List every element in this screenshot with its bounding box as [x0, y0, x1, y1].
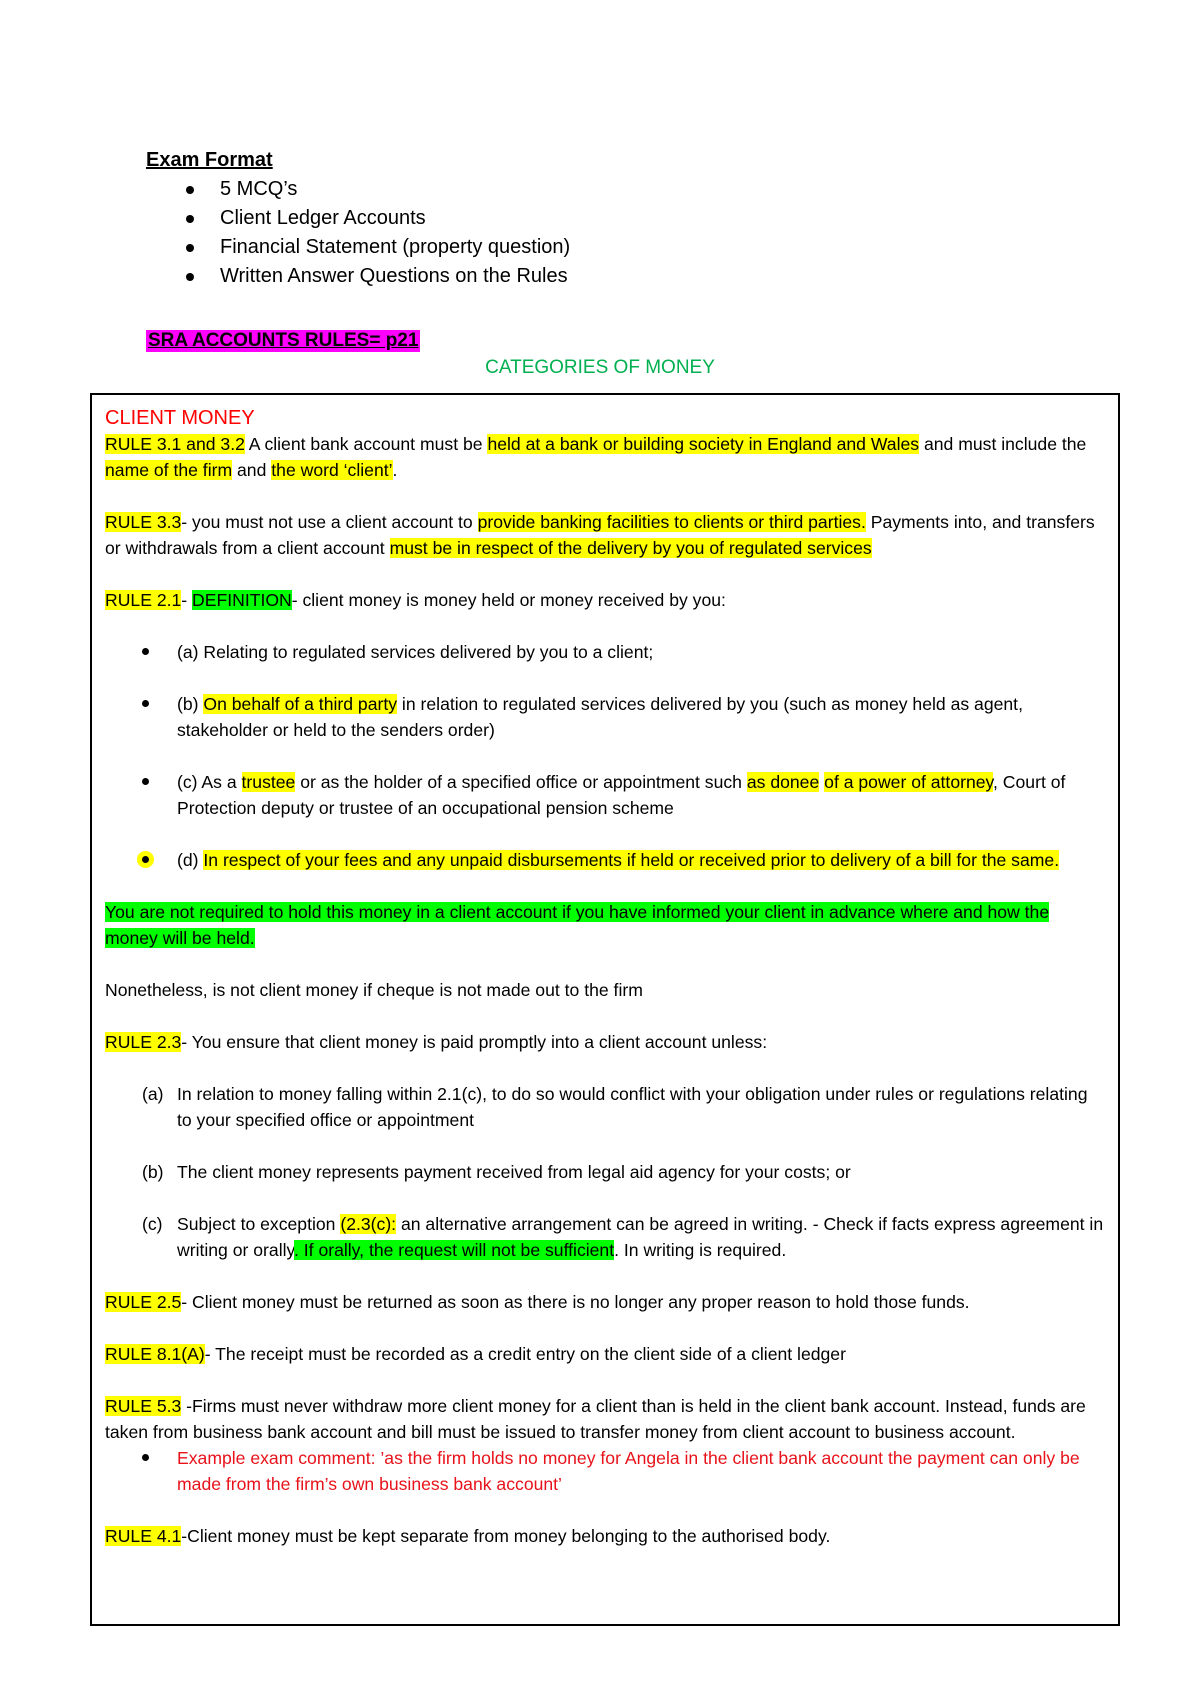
- text: an alternative arrangement can be agreed in writing. - Check if facts express agreement in writing or orally: [177, 1214, 1104, 1260]
- rule-ref: RULE 5.3: [105, 1396, 182, 1416]
- text: -Firms must never withdraw more client money for a client than is held in the client bank account. Instead, funds are taken from business bank account and bill must be issued to transfer money from client account to business account.: [105, 1396, 1086, 1442]
- rule-2-1-paragraph: [105, 587, 1105, 613]
- rule-ref: RULE 2.1: [105, 590, 182, 610]
- highlight: (2.3(c):: [340, 1214, 397, 1234]
- text: (c) As a: [177, 772, 242, 792]
- highlight: provide banking facilities to clients or third parties.: [477, 512, 866, 532]
- rule-4-1-paragraph: [105, 1523, 1105, 1549]
- list-item: [105, 847, 1105, 873]
- text: - You ensure that client money is paid promptly into a client account unless:: [181, 1032, 768, 1052]
- categories-heading: CATEGORIES OF MONEY: [485, 357, 715, 378]
- text: -Client money must be kept separate from money belonging to the authorised body.: [181, 1526, 831, 1546]
- text: - The receipt must be recorded as a credit entry on the client side of a client ledger: [204, 1344, 846, 1364]
- list-item: Financial Statement (property question): [176, 233, 570, 262]
- text: Subject to exception: [177, 1214, 341, 1234]
- text: . In writing is required.: [614, 1240, 787, 1260]
- rule-3-1-paragraph: [105, 431, 1105, 483]
- text: In relation to money falling within 2.1(c), to do so would conflict with your obligation under rules or regulations relating to your specified office or appointment: [177, 1084, 1088, 1130]
- highlight: held at a bank or building society in England and Wales: [487, 434, 920, 454]
- highlight: In respect of your fees and any unpaid disbursements if held or received prior to delivery of a bill for the same.: [203, 850, 1060, 870]
- text: or as the holder of a specified office or appointment such: [295, 772, 747, 792]
- rule-ref: RULE 3.3: [105, 512, 182, 532]
- list-item: Client Ledger Accounts: [176, 204, 570, 233]
- text: in relation to regulated services delivered by you (such as money held as agent, stakeholder or held to the senders order): [177, 694, 1023, 740]
- highlight: must be in respect of the delivery by you of regulated services: [389, 538, 872, 558]
- rule-2-3-paragraph: [105, 1029, 1105, 1055]
- item-label: (b): [142, 1162, 164, 1182]
- exam-format-list: [176, 175, 570, 291]
- rule-8-1-paragraph: [105, 1341, 1105, 1367]
- exam-format-heading: Exam Format: [146, 149, 273, 171]
- text: , Court of Protection deputy or trustee of an occupational pension scheme: [177, 772, 1066, 818]
- rule-ref: RULE 2.3: [105, 1032, 182, 1052]
- list-item: [105, 1081, 1105, 1133]
- text: Payments into, and transfers or withdrawals from a client account: [105, 512, 1095, 558]
- list-item: [105, 769, 1105, 821]
- nonetheless-paragraph: Nonetheless, is not client money if cheque is not made out to the firm: [105, 980, 643, 1000]
- text: -: [181, 590, 193, 610]
- highlight: of a power of attorney: [824, 772, 994, 792]
- item-label: (c): [142, 1214, 163, 1234]
- text: A client bank account must be: [244, 434, 488, 454]
- text: and must include the: [919, 434, 1087, 454]
- rule-ref: RULE 8.1(A): [105, 1344, 205, 1364]
- rule-2-5-paragraph: [105, 1289, 1105, 1315]
- client-money-title: CLIENT MONEY: [105, 407, 255, 429]
- client-money-content: [105, 405, 1105, 1549]
- green-highlight: You are not required to hold this money in a client account if you have informed your client in advance where and how the money will be held.: [105, 902, 1050, 948]
- highlight: On behalf of a third party: [203, 694, 398, 714]
- text: (b): [177, 694, 204, 714]
- list-item: Written Answer Questions on the Rules: [176, 262, 570, 291]
- text: The client money represents payment received from legal aid agency for your costs; or: [177, 1162, 851, 1182]
- green-note: [105, 899, 1105, 951]
- text: - client money is money held or money received by you:: [291, 590, 726, 610]
- rule-ref: RULE 2.5: [105, 1292, 182, 1312]
- rule-5-3-paragraph: [105, 1393, 1105, 1445]
- list-item: [105, 1211, 1105, 1263]
- rule-ref: RULE 3.1 and 3.2: [105, 434, 245, 454]
- rule-ref: RULE 4.1: [105, 1526, 182, 1546]
- text: and: [232, 460, 272, 480]
- text: - you must not use a client account to: [181, 512, 478, 532]
- list-item: [105, 1159, 1105, 1185]
- highlight: name of the firm: [105, 460, 233, 480]
- text: - Client money must be returned as soon as there is no longer any proper reason to hold those funds.: [181, 1292, 970, 1312]
- list-item: 5 MCQ’s: [176, 175, 570, 204]
- rule-3-3-paragraph: [105, 509, 1105, 561]
- sra-accounts-rules-heading: SRA ACCOUNTS RULES= p21: [148, 330, 419, 351]
- list-item: (a) Relating to regulated services delivered by you to a client;: [105, 639, 1105, 665]
- definition-highlight: DEFINITION: [192, 590, 292, 610]
- client-money-box: [90, 393, 1120, 1626]
- highlight: the word ‘client’: [271, 460, 393, 480]
- highlight: trustee: [241, 772, 296, 792]
- text: .: [392, 460, 398, 480]
- text: (d): [177, 850, 204, 870]
- item-label: (a): [142, 1084, 164, 1104]
- list-item: [105, 691, 1105, 743]
- highlight: as donee: [746, 772, 820, 792]
- green-highlight: . If orally, the request will not be sufficient: [294, 1240, 615, 1260]
- example-comment: Example exam comment: ’as the firm holds no money for Angela in the client bank account the payment can only be made from the firm’s own business bank account’: [105, 1445, 1105, 1497]
